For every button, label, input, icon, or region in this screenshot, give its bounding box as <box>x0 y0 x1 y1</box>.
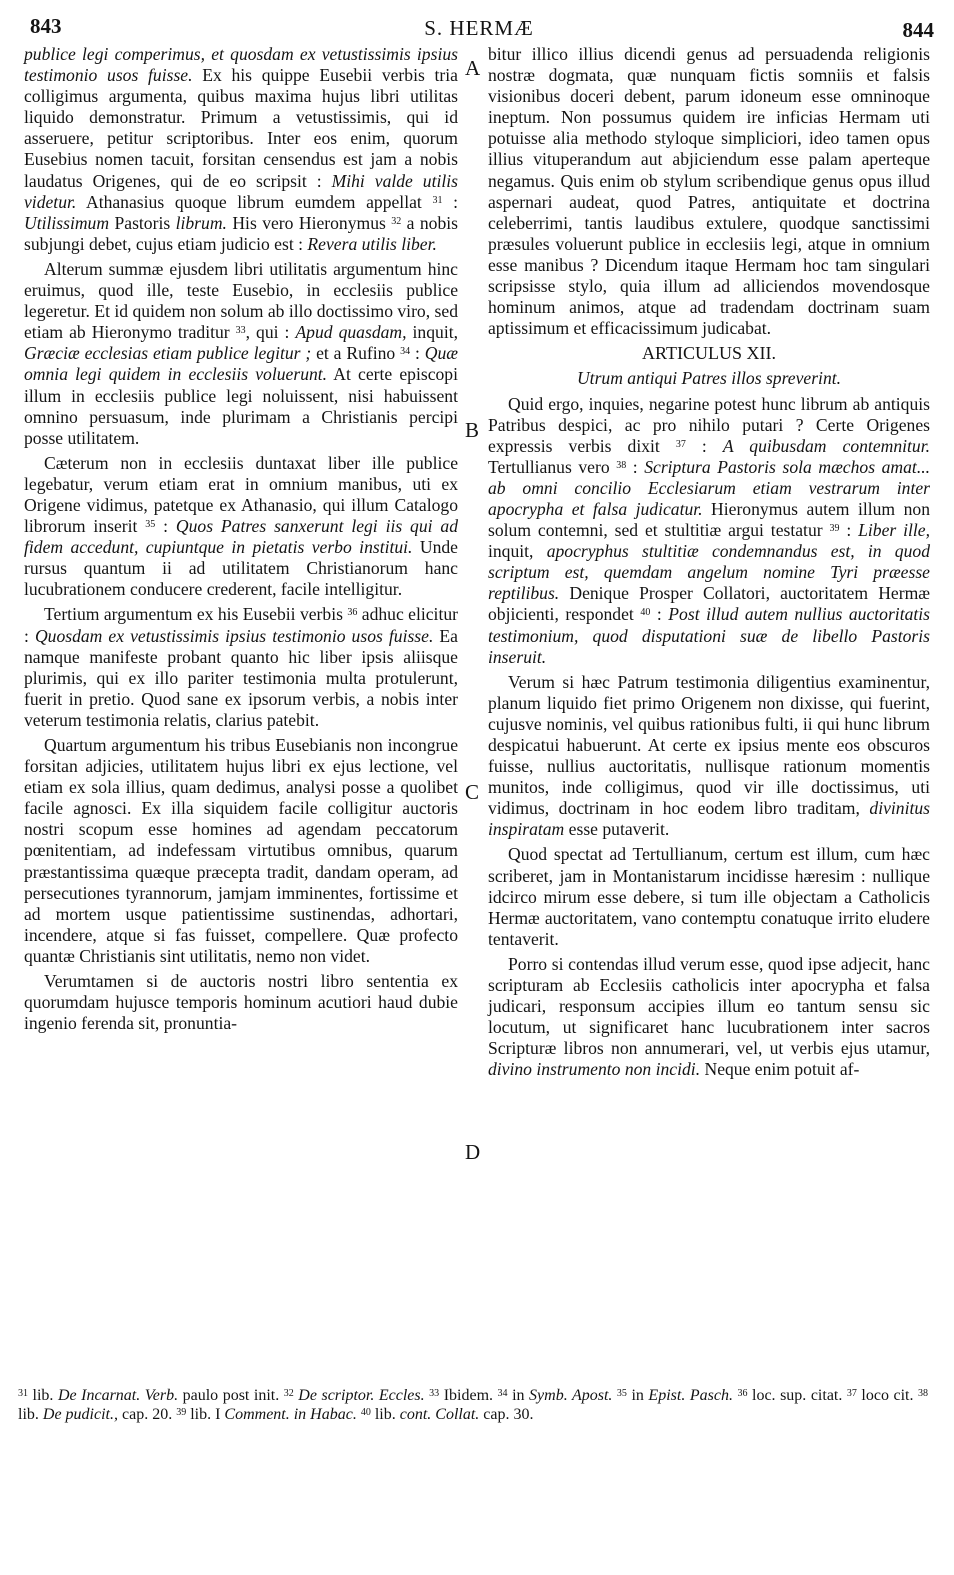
footnote-text: $^{31}$ lib. De Incarnat. Verb. paulo post init. $^{32}$ De scriptor. Eccles. $^{33}$ Ibidem. $^{34}$ in Symb. Apost. $^{35}$ in Epist. Pasch. $^{36}$ loc. sup. citat. $^{37}$ loco cit. $^{38}$ lib. De pudicit., cap. 20. $^{39}$ lib. I Comment. in Habac. $^{40}$ lib. cont. Collat. cap. 30. <box>18 1387 929 1423</box>
left-column <box>24 44 458 1038</box>
paragraph: Quartum argumentum his tribus Eusebianis non incongrue forsitan adjicies, utilitatem hujus libri ex ejus lectione, vel etiam ex sola illius, quam dedimus, analysi posse a quolibet facile agnosci. Ex illa siquidem facile colligitur auctoris nostri scopum esse homines ad agendam peccatorum pœnitentiam, ad indefessam virtutibus omnibus, quarum præstantissima quæque præcepta tradit, dandam operam, ad persecutiones tyrannorum, jamjam imminentes, fortissime et ad mortem usque patientissime sustinendas, adhortari, incendere, atque si fas fuisset, compellere. Quæ profecto quantæ Christianis sint utilitatis, nemo non videt. <box>24 735 458 966</box>
paragraph: Cæterum non in ecclesiis duntaxat liber ille publice legebatur, verum etiam erat in omnium manibus, uti ex Origene vidimus, patetque ex Athanasio, qui illum Catalogo librorum inserit $^{35}$ : Quos Patres sanxerunt legi iis qui ad fidem accedunt, cupiuntque in pietatis verbo institui. Unde rursus quantum ii ad utilitatem Christianorum hanc lucubrationem conducere crederent, facile intelligitur. <box>24 452 458 600</box>
paragraph: publice legi comperimus, et quosdam ex vetustissimis ipsius testimonio usos fuisse. Ex his quippe Eusebii verbis tria colligimus argumenta, quibus maxima hujus libri utilitas liquido demonstratur. Primum a vetustissimis, qui id asseruere, petitur scriptoribus. Inter eos enim, quorum Eusebius nomen tacuit, forsitan censendus est jam a nobis laudatus Origenes, qui de eo scripsit : Mihi valde utilis videtur. Athanasius quoque librum eumdem appellat $^{31}$ : Utilissimum Pastoris librum. His vero Hieronymus $^{32}$ a nobis subjungi debet, cujus etiam judicio est : Revera utilis liber. <box>24 44 459 254</box>
running-title: S. HERMÆ <box>424 16 534 40</box>
margin-marker-b: B <box>465 418 480 442</box>
margin-marker-d: D <box>465 1140 481 1164</box>
margin-marker-c: C <box>465 780 480 804</box>
paragraph: Quid ergo, inquies, negarine potest hunc librum ab antiquis Patribus despici, ac pro nihilo putari ? Certe Origenes expressis verbis dixit $^{37}$ : A quibusdam contemnitur. Tertullianus vero $^{38}$ : Scriptura Pastoris sola mæchos amat... ab omni concilio Ecclesiarum etiam vestrarum inter apocrypha et falsa judicatur. Hieronymus autem illum non solum contemni, sed et stultitiæ argui testatur $^{39}$ : Liber ille, inquit, apocryphus stultitiæ condemnandus est, in quod scriptum est, quemdam angelum nomine Tyri præesse reptilibus. Denique Prosper Collatori, auctoritatem Hermæ objicienti, respondet $^{40}$ : Post illud autem nullius auctoritatis testimonium, quod disputationi suæ de libello Pastoris inseruit. <box>488 393 931 667</box>
page-number-left: 843 <box>30 14 62 38</box>
page-number-right: 844 <box>902 18 934 42</box>
paragraph: Alterum summæ ejusdem libri utilitatis argumentum hinc eruimus, quod ille, teste Eusebio, in ecclesiis publice legeretur. Et id quidem non solum ab illo doctissimo viro, sed etiam ab Hieronymo traditur $^{33}$, qui : Apud quasdam, inquit, Græciæ ecclesias etiam publice legitur ; et a Rufino $^{34}$ : Quæ omnia legi quidem in ecclesiis voluerunt. At certe episcopi illum in ecclesiis publice legi noluissent, nisi habuissent omnino persuasum, inde plurimam a Christianis percipi posse utilitatem. <box>24 258 458 448</box>
paragraph: Tertium argumentum ex his Eusebii verbis $^{36}$ adhuc elicitur : Quosdam ex vetustissimis ipsius testimonio usos fuisse. Ea namque manifeste probant quanto hic liber ipsis aliisque plurimis, qui ex illo pariter testimonia multa protulerunt, fuerit in pretio. Quod sane ex ipsorum verbis, a nobis inter veterum testimonia relatis, clarius patebit. <box>24 604 458 730</box>
article-subheading: Utrum antiqui Patres illos spreverint. <box>576 368 842 389</box>
right-column <box>488 44 930 1085</box>
margin-marker-a: A <box>465 56 481 80</box>
article-heading: ARTICULUS XII. <box>642 343 776 364</box>
paragraph: Verum si hæc Patrum testimonia diligentius examinentur, planum liquido fiet primo Origenem non dixisse, qui fuerint, cujusve nominis, vel quibus rationibus fulti, ii qui hunc librum despicatui habuerunt. At certe ex ipsius mente eos obscuros fuisse, nullius auctoritatis, nullisque rationum momentis munitos, inde colligimus, quod vir ille doctissimus, uti vidimus, doctrinam in hoc eodem libro traditam, divinitus inspiratam esse putaverit. <box>488 671 930 840</box>
paragraph: Porro si contendas illud verum esse, quod ipse adjecit, hanc scripturam ab Ecclesiis catholicis inter apocrypha et falsa judicari, responsum accipies illum eo tantum sensu sic locutum, ut significaret hanc lucubrationem inter sacros Scripturæ libros non annumerari, vel, ut verbis ejus utamur, divino instrumento non incidi. Neque enim potuit af- <box>488 953 930 1080</box>
running-header <box>24 12 934 42</box>
paragraph: bitur illico illius dicendi genus ad persuadenda religionis nostræ dogmata, quæ nunquam fictis somniis et falsis visionibus doceri debent, parum idoneum esse omninoque ineptum. Non possumus quidem ire inficias Hermam uti potuisse alia methodo styloque simpliciori, ideo tamen opus illius vituperandum aut abjiciendum esse palam aperteque negamus. Quis enim ob stylum scribendique genus opus illud aspernari audeat, quod Patres, antiquitate et doctrina celeberrimi, tantis laudibus extulere, quodque sanctissimi præsules voluerunt publice in ecclesiis legi, atque in omnium esse manibus ? Dicendum itaque Hermam hoc tam singulari scripsisse stylo, quia illum ad alliciendos movendosque hominum animos, atque ad tradendam doctrinam suam aptissimum et efficacissimum judicabat. <box>488 44 930 339</box>
paragraph: Verumtamen si de auctoris nostri libro sententia ex quorumdam hujusce temporis hominum acutiori haud dubie ingenio ferenda sit, pronuntia- <box>24 971 458 1034</box>
footnotes <box>18 1386 928 1424</box>
paragraph: Quod spectat ad Tertullianum, certum est illum, cum hæc scriberet, jam in Montanistarum incidisse hæresim : nullique idcirco mirum esse debere, si tum ille objectam a Catholicis Hermæ auctoritatem, vano contemptu conatuque irrito eludere tentaverit. <box>488 844 930 949</box>
